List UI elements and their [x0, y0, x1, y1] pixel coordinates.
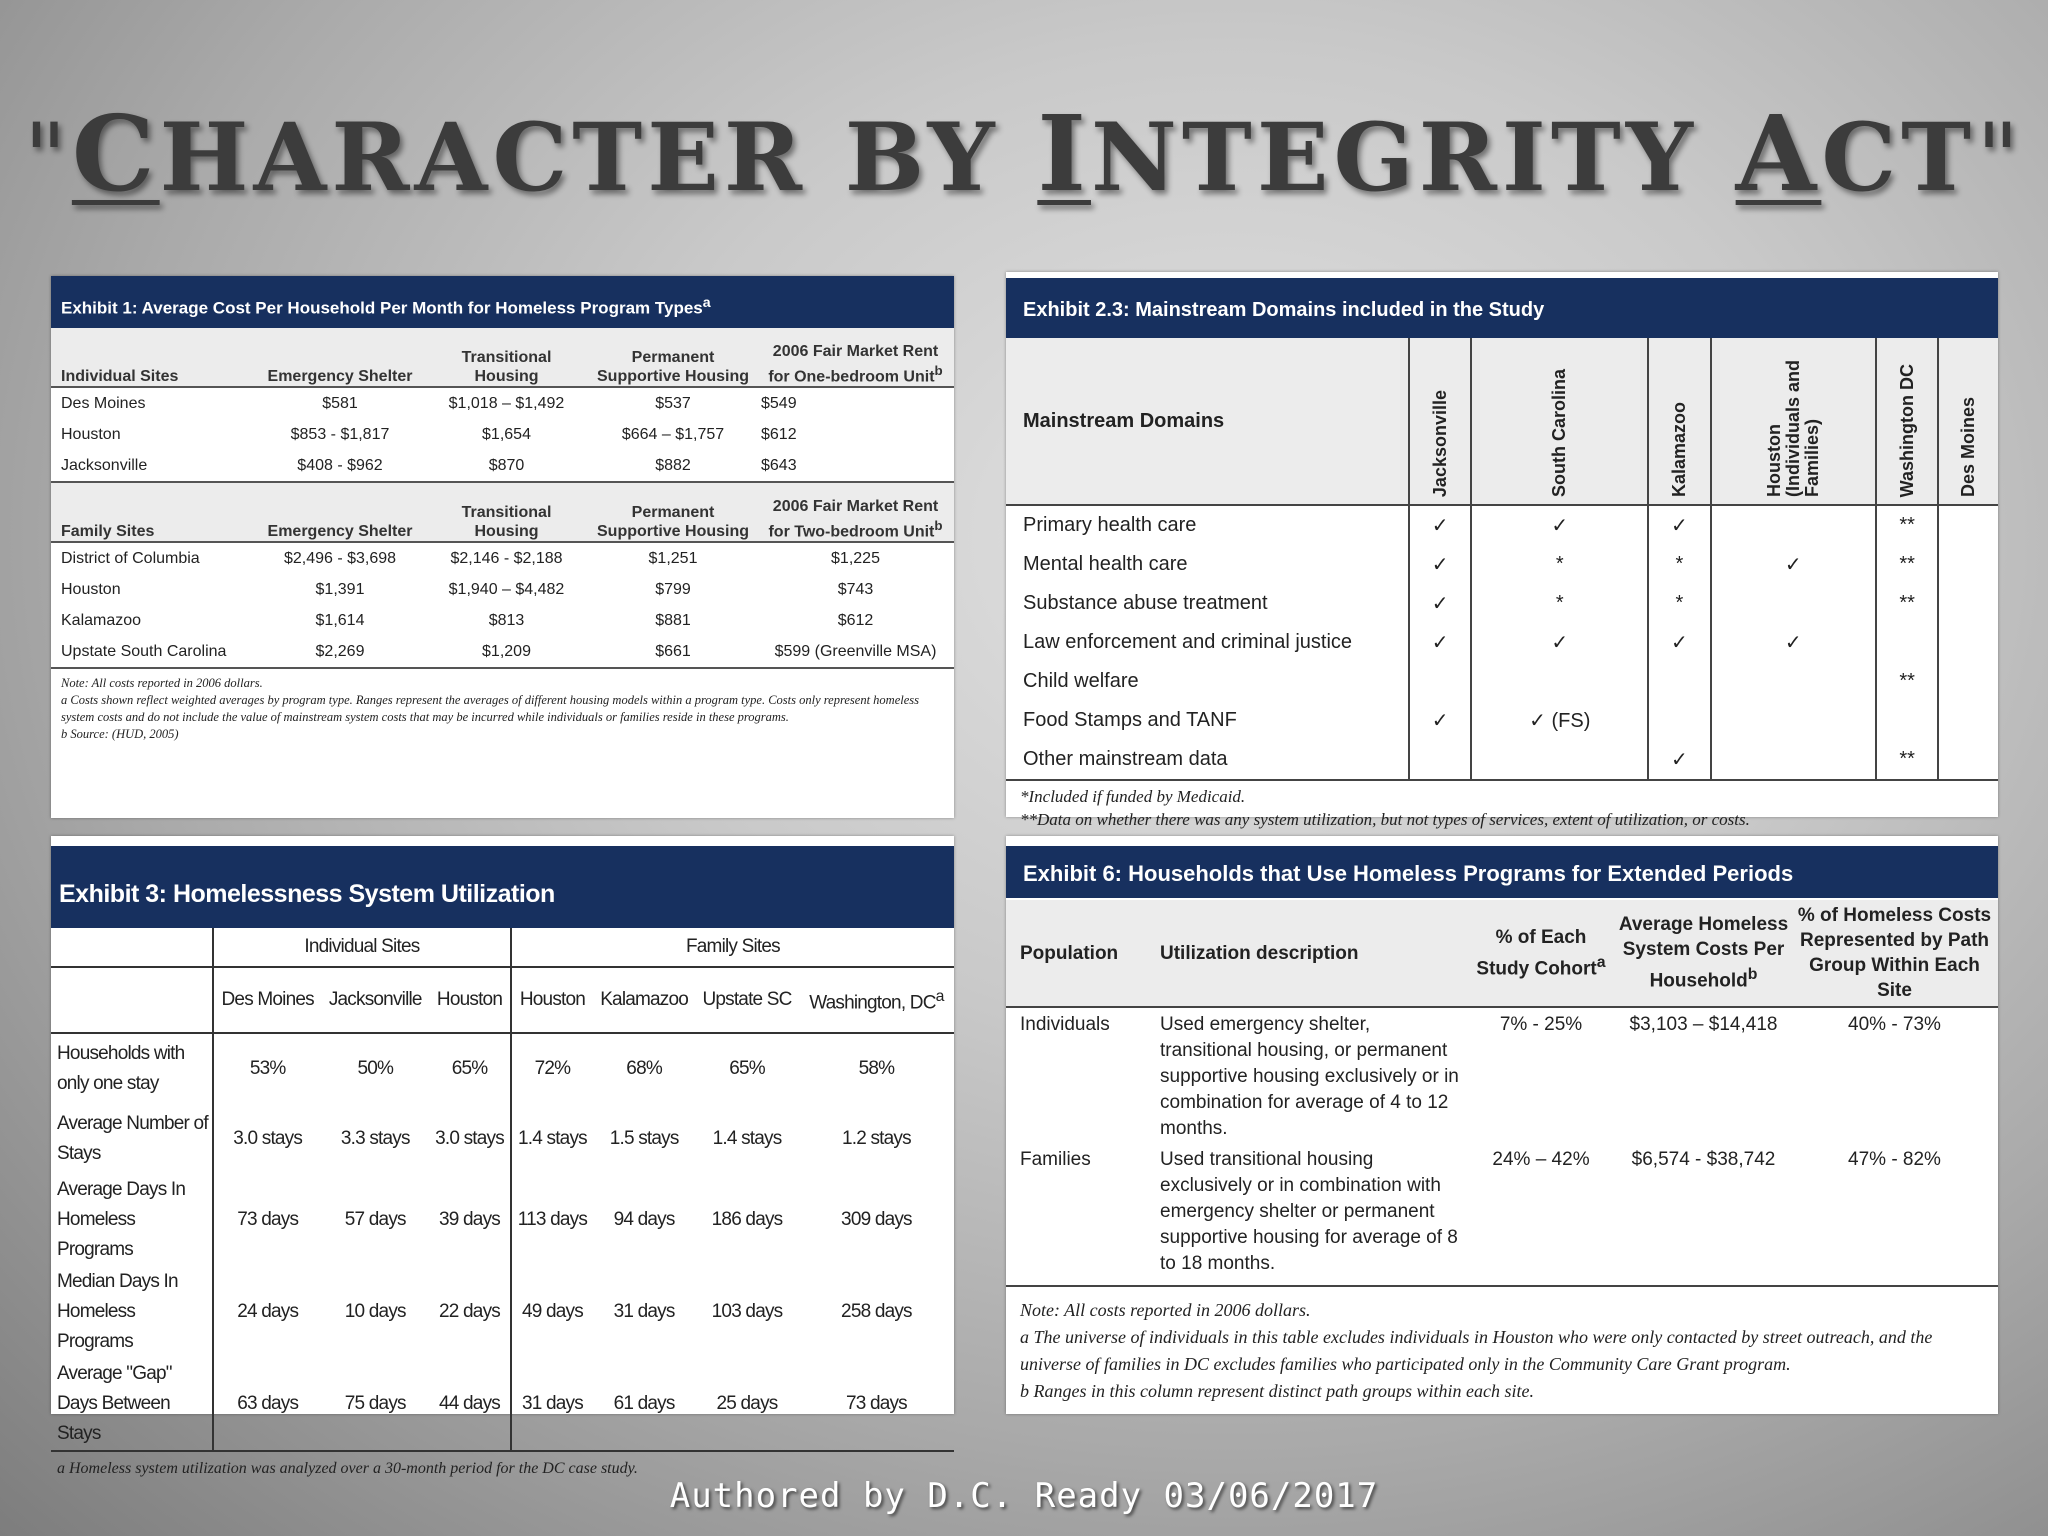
cost-value: $581 — [322, 394, 358, 412]
domain-cell — [1409, 740, 1471, 780]
exhibit-6-table — [1006, 898, 1998, 1287]
exhibit-6-title: Exhibit 6: Households that Use Homeless Programs for Extended Periods — [1006, 846, 1998, 898]
domain-cell — [1711, 701, 1876, 740]
site-name: Des Moines — [221, 989, 314, 1010]
header-text: Transitional Housing — [461, 504, 552, 540]
site-name: Upstate SC — [702, 989, 792, 1010]
cost-value: $549 — [761, 394, 797, 412]
site-name: Washington, DC — [809, 992, 936, 1014]
metric-value: 49 days — [511, 1266, 593, 1358]
domain-cell — [1938, 623, 1998, 662]
site-column-header — [1938, 338, 1998, 505]
site-name: Houston (Individuals and Families) — [1763, 359, 1822, 497]
site-name: Kalamazoo — [1668, 401, 1689, 497]
group-family-sites: Family Sites — [511, 928, 954, 967]
metric-value: 103 days — [711, 1301, 783, 1322]
cost-value: $743 — [837, 580, 874, 598]
metric-value: 63 days — [213, 1358, 321, 1451]
header-text: Emergency Shelter — [267, 523, 413, 540]
cost-footnote-marker: b — [1747, 966, 1758, 984]
header-text: Permanent Supportive Housing — [597, 504, 749, 540]
metric-value: 24 days — [213, 1266, 321, 1358]
title-part-2: NTEGRITY — [1090, 103, 1736, 213]
slide-footer: Authored by D.C. Ready 03/06/2017 — [669, 1476, 1379, 1516]
column-header — [1006, 899, 1146, 1007]
metric-value: 57 days — [344, 1209, 406, 1230]
cost-value: $1,940 – $4,482 — [448, 580, 565, 598]
metric-value: 3.0 stays — [213, 1104, 321, 1174]
site-name: Houston — [519, 989, 586, 1010]
ex1-fam-row — [51, 574, 954, 605]
checkmark-icon: ✓ — [1471, 623, 1648, 662]
metric-value: 65% — [729, 1058, 765, 1079]
domain-cell: ** — [1876, 545, 1938, 584]
title-initial-i: I — [1037, 92, 1091, 215]
metric-value: 72% — [511, 1033, 593, 1104]
checkmark-icon: ✓ — [1409, 545, 1471, 584]
header-text: 2006 Fair Market Rent for One-bedroom Unit — [768, 342, 939, 385]
exhibit-1-title — [51, 276, 954, 328]
domain-cell — [1471, 662, 1648, 701]
exhibit-6-notes — [1006, 1287, 1998, 1405]
domain-name: Substance abuse treatment — [1023, 592, 1268, 614]
domain-cell — [1876, 623, 1938, 662]
exhibit-1-notes — [51, 669, 954, 743]
cost-value: $2,269 — [256, 636, 424, 668]
metric-value: 3.3 stays — [340, 1128, 410, 1149]
site-name: Washington DC — [1896, 363, 1917, 497]
site-column-header — [1876, 338, 1938, 505]
header-text: Population — [1020, 942, 1119, 964]
column-header — [1791, 899, 1998, 1007]
site-column-header — [321, 967, 429, 1033]
ex23-header-row — [1006, 338, 1998, 505]
title-quote-close: " — [1976, 104, 2025, 213]
ex1-ind-row — [51, 419, 954, 450]
exhibit-3-note — [51, 1452, 954, 1478]
metric-value: 58% — [858, 1058, 895, 1079]
domain-cell — [1876, 701, 1938, 740]
domain-cell: * — [1471, 545, 1648, 584]
title-part-3: CT — [1821, 103, 1977, 213]
domain-cell: ** — [1876, 505, 1938, 545]
utilization-row — [51, 1174, 954, 1266]
cost-value: $870 — [424, 450, 589, 482]
ex1-fam-row — [51, 605, 954, 636]
exhibit-1-note: a Costs shown reflect weighted averages by program type. Ranges represent the averages of different housing models within a program type. Costs only represent homeless system costs and do not include the value of mainstream system costs that may be incurred while individuals or families reside in these programs. — [61, 693, 919, 724]
exhibit-1-title-text: Exhibit 1: Average Cost Per Household Per Month for Homeless Program Types — [61, 298, 703, 318]
site-column-header — [593, 967, 695, 1033]
ex1-ind-header-cell — [256, 328, 424, 387]
domain-name: Child welfare — [1023, 670, 1139, 692]
cost-value: $408 - $962 — [256, 450, 424, 482]
metric-value: 113 days — [511, 1174, 593, 1266]
metric-value: 94 days — [613, 1209, 675, 1230]
group-individual-sites: Individual Sites — [213, 928, 511, 967]
header-text: Transitional Housing — [461, 349, 552, 385]
rent-footnote-marker: b — [934, 362, 943, 378]
title-initial-c: C — [71, 92, 160, 215]
checkmark-icon: ✓ — [1409, 505, 1471, 545]
domain-row — [1006, 701, 1998, 740]
site-name: District of Columbia — [61, 549, 200, 567]
ex1-fam-header-cell — [256, 482, 424, 542]
cohort-footnote-marker: a — [1596, 953, 1606, 971]
cell-share: 47% - 82% — [1791, 1143, 1998, 1286]
column-header — [1466, 899, 1616, 1007]
title-initial-a: A — [1735, 92, 1822, 215]
ex1-ind-header-cell — [757, 328, 954, 387]
exhibit-2-3-table — [1006, 338, 1998, 781]
exhibit-1-table — [51, 328, 954, 669]
domain-cell — [1409, 662, 1471, 701]
domain-cell — [1938, 662, 1998, 701]
site-column-header — [1648, 338, 1710, 505]
ex1-ind-header-cell — [589, 328, 757, 387]
metric-value: 65% — [451, 1058, 488, 1079]
domain-cell — [1648, 701, 1710, 740]
cost-value: $599 (Greenville MSA) — [757, 636, 954, 668]
header-text: Average Homeless System Costs Per Household — [1618, 914, 1789, 992]
header-text: Emergency Shelter — [267, 368, 413, 385]
header-text: Individual Sites — [61, 368, 179, 385]
cost-value: $1,209 — [424, 636, 589, 668]
site-name: Houston — [61, 425, 121, 443]
title-part-1: HARACTER BY — [159, 103, 1038, 213]
domain-row — [1006, 545, 1998, 584]
exhibit-3-table — [51, 928, 954, 1452]
cell-cohort: 7% - 25% — [1499, 1014, 1583, 1035]
ex1-fam-header-cell — [589, 482, 757, 542]
cell-share: 40% - 73% — [1848, 1014, 1941, 1035]
domain-cell — [1711, 584, 1876, 623]
metric-value: 53% — [213, 1033, 321, 1104]
metric-value: 31 days — [511, 1358, 593, 1451]
cell-cost: $6,574 - $38,742 — [1616, 1143, 1791, 1286]
cell-population: Individuals — [1020, 1014, 1110, 1035]
population-row — [1006, 1143, 1998, 1286]
checkmark-icon: ✓ — [1711, 545, 1876, 584]
site-column-header — [429, 967, 511, 1033]
cost-value: $881 — [655, 611, 691, 629]
cost-value: $643 — [757, 450, 954, 482]
column-header — [1146, 899, 1466, 1007]
checkmark-icon: ✓ — [1648, 623, 1710, 662]
domain-cell: * — [1471, 584, 1648, 623]
metric-value: 25 days — [695, 1358, 799, 1451]
site-name: Jacksonville — [51, 450, 256, 482]
cost-value: $882 — [589, 450, 757, 482]
cost-value: $2,496 - $3,698 — [283, 549, 397, 567]
exhibit-2-3-notes — [1006, 781, 1998, 831]
header-text: % of Homeless Costs Represented by Path Group Within Each Site — [1797, 905, 1992, 1001]
domain-name: Other mainstream data — [1006, 740, 1409, 780]
ex3-group-row — [51, 928, 954, 967]
site-name: Des Moines — [61, 394, 146, 412]
cost-value: $2,146 - $2,188 — [450, 549, 563, 567]
checkmark-icon: ✓ (FS) — [1471, 701, 1648, 740]
metric-label: Average "Gap" Days Between Stays — [51, 1358, 213, 1451]
ex3-column-row — [51, 967, 954, 1033]
domain-cell: ** — [1876, 740, 1938, 780]
domain-cell — [1711, 505, 1876, 545]
site-column-header — [1471, 338, 1648, 505]
cost-value: $1,225 — [831, 549, 880, 567]
rent-footnote-marker: b — [934, 517, 943, 533]
ex1-fam-row — [51, 636, 954, 668]
metric-label: Households with only one stay — [57, 1043, 185, 1094]
metric-value: 1.2 stays — [841, 1128, 911, 1149]
site-name: Kalamazoo — [61, 611, 142, 629]
metric-value: 50% — [357, 1058, 394, 1079]
checkmark-icon: ✓ — [1409, 623, 1471, 662]
metric-value: 186 days — [711, 1209, 783, 1230]
cost-value: $813 — [488, 611, 525, 629]
metric-value: 1.4 stays — [511, 1104, 593, 1174]
domain-column-header: Mainstream Domains — [1006, 338, 1409, 505]
domain-row — [1006, 584, 1998, 623]
blank-cell — [51, 928, 213, 967]
domain-cell — [1938, 505, 1998, 545]
header-text: Family Sites — [61, 523, 155, 540]
header-text: 2006 Fair Market Rent for Two-bedroom Unit — [768, 497, 939, 540]
metric-value: 31 days — [613, 1301, 675, 1322]
exhibit-2-3-panel — [1006, 272, 1998, 829]
exhibit-1-panel — [51, 276, 954, 818]
cell-population: Families — [1006, 1143, 1146, 1286]
site-name: Houston — [61, 580, 121, 598]
metric-value: 22 days — [439, 1301, 500, 1322]
header-text: Utilization description — [1160, 942, 1359, 964]
metric-value: 1.4 stays — [712, 1128, 782, 1149]
domain-name: Food Stamps and TANF — [1023, 709, 1237, 731]
domain-cell — [1938, 545, 1998, 584]
domain-row — [1006, 623, 1998, 662]
site-column-header — [511, 967, 593, 1033]
cell-description: Used transitional housing exclusively or in combination with emergency shelter or permanent supportive housing for average of 8 to 18 months. — [1146, 1143, 1466, 1286]
domain-row — [1006, 662, 1998, 701]
exhibit-3-panel — [51, 836, 954, 1477]
exhibit-2-3-title: Exhibit 2.3: Mainstream Domains included in the Study — [1006, 278, 1998, 338]
ex1-fam-row — [51, 542, 954, 574]
metric-value: 39 days — [439, 1209, 500, 1230]
cost-value: $799 — [655, 580, 691, 598]
cost-value: $1,251 — [648, 549, 698, 567]
domain-name: Mental health care — [1023, 553, 1188, 575]
exhibit-3-title: Exhibit 3: Homelessness System Utilization — [51, 846, 954, 928]
ex1-fam-header-cell — [51, 482, 256, 542]
site-column-header — [1409, 338, 1471, 505]
cost-value: $1,391 — [315, 580, 365, 598]
ex1-ind-row — [51, 450, 954, 482]
domain-row — [1006, 740, 1998, 780]
cost-value: $1,614 — [315, 611, 365, 629]
domain-cell — [1938, 584, 1998, 623]
metric-value: 309 days — [841, 1209, 912, 1230]
metric-value: 73 days — [213, 1174, 321, 1266]
ex1-ind-header-cell — [51, 328, 256, 387]
checkmark-icon: ✓ — [1409, 584, 1471, 623]
metric-value: 68% — [626, 1058, 662, 1079]
domain-cell — [1711, 740, 1876, 780]
ex6-header-row — [1006, 899, 1998, 1007]
domain-name: Law enforcement and criminal justice — [1023, 631, 1353, 653]
header-text: % of Each Study Cohort — [1476, 926, 1597, 980]
metric-value: 73 days — [799, 1358, 954, 1451]
site-name: Houston — [436, 989, 503, 1010]
utilization-row — [51, 1266, 954, 1358]
site-name: Des Moines — [1958, 396, 1979, 497]
ex1-fam-header-cell — [757, 482, 954, 542]
exhibit-6-note: Note: All costs reported in 2006 dollars. — [1020, 1300, 1311, 1320]
exhibit-1-note: b Source: (HUD, 2005) — [61, 727, 179, 741]
header-text: Permanent Supportive Housing — [597, 349, 749, 385]
exhibit-6-note: b Ranges in this column represent distinct path groups within each site. — [1020, 1381, 1534, 1401]
checkmark-icon: ✓ — [1711, 623, 1876, 662]
metric-value: 75 days — [321, 1358, 429, 1451]
domain-name: Primary health care — [1023, 514, 1197, 536]
ex1-ind-header-row — [51, 328, 954, 387]
site-column-header — [799, 967, 954, 1033]
population-row — [1006, 1007, 1998, 1143]
exhibit-6-note: a The universe of individuals in this table excludes individuals in Houston who were only contacted by street outreach, and the universe of families in DC excludes families who participated only in the Community Care Grant program. — [1020, 1327, 1933, 1374]
metric-label: Average Days In Homeless Programs — [57, 1179, 186, 1260]
ex1-fam-header-row — [51, 482, 954, 542]
metric-label: Average Number of Stays — [57, 1113, 208, 1164]
cost-value: $1,654 — [482, 425, 531, 443]
exhibit-2-3-note: **Data on whether there was any system utilization, but not types of services, extent of utilization, or costs. — [1020, 810, 1750, 829]
cost-value: $661 — [589, 636, 757, 668]
dc-footnote-marker: a — [935, 987, 944, 1005]
site-column-header — [213, 967, 321, 1033]
site-name: Upstate South Carolina — [51, 636, 256, 668]
domain-cell: * — [1648, 545, 1710, 584]
blank-cell — [51, 967, 213, 1033]
cost-value: $664 – $1,757 — [621, 425, 725, 443]
domain-cell — [1648, 662, 1710, 701]
metric-value: 61 days — [593, 1358, 695, 1451]
cost-value: $612 — [761, 425, 797, 443]
utilization-row — [51, 1033, 954, 1104]
cost-value: $537 — [655, 394, 691, 412]
title-quote-open: " — [23, 104, 72, 213]
site-name: South Carolina — [1549, 368, 1570, 497]
exhibit-1-note: Note: All costs reported in 2006 dollars. — [61, 676, 263, 690]
ex1-ind-row — [51, 387, 954, 419]
site-column-header — [1711, 338, 1876, 505]
domain-cell: ** — [1876, 662, 1938, 701]
metric-value: 10 days — [344, 1301, 406, 1322]
checkmark-icon: ✓ — [1471, 505, 1648, 545]
checkmark-icon: ✓ — [1648, 505, 1710, 545]
cost-value: $853 - $1,817 — [290, 425, 390, 443]
cell-cost: $3,103 – $14,418 — [1629, 1014, 1778, 1035]
exhibit-2-3-note: *Included if funded by Medicaid. — [1020, 787, 1246, 806]
ex1-fam-header-cell — [424, 482, 589, 542]
domain-cell — [1711, 662, 1876, 701]
metric-value: 44 days — [429, 1358, 511, 1451]
site-name: Kalamazoo — [600, 989, 689, 1010]
column-header — [1616, 899, 1791, 1007]
cell-description: Used emergency shelter, transitional housing, or permanent supportive housing exclusively or in combination for average of 4 to 12 months. — [1160, 1014, 1459, 1139]
utilization-row — [51, 1358, 954, 1451]
domain-cell — [1938, 701, 1998, 740]
exhibit-1-title-sup: a — [702, 295, 711, 311]
site-name: Jacksonville — [1429, 389, 1450, 497]
metric-label: Median Days In Homeless Programs — [57, 1271, 178, 1352]
checkmark-icon: ✓ — [1409, 701, 1471, 740]
domain-cell — [1938, 740, 1998, 780]
domain-row — [1006, 505, 1998, 545]
utilization-row — [51, 1104, 954, 1174]
site-column-header — [695, 967, 799, 1033]
ex1-ind-header-cell — [424, 328, 589, 387]
checkmark-icon: ✓ — [1648, 740, 1710, 780]
cell-cohort: 24% – 42% — [1466, 1143, 1616, 1286]
domain-cell — [1471, 740, 1648, 780]
domain-cell: ** — [1876, 584, 1938, 623]
metric-value: 258 days — [841, 1301, 912, 1322]
site-name: Jacksonville — [328, 989, 422, 1010]
cost-value: $612 — [837, 611, 874, 629]
domain-cell: * — [1648, 584, 1710, 623]
metric-value: 1.5 stays — [609, 1128, 679, 1149]
slide-title — [0, 92, 2048, 215]
cost-value: $1,018 – $1,492 — [448, 394, 565, 412]
metric-value: 3.0 stays — [435, 1128, 504, 1149]
exhibit-3-note-text: a Homeless system utilization was analyzed over a 30-month period for the DC case study. — [57, 1460, 638, 1477]
exhibit-6-panel — [1006, 836, 1998, 1414]
